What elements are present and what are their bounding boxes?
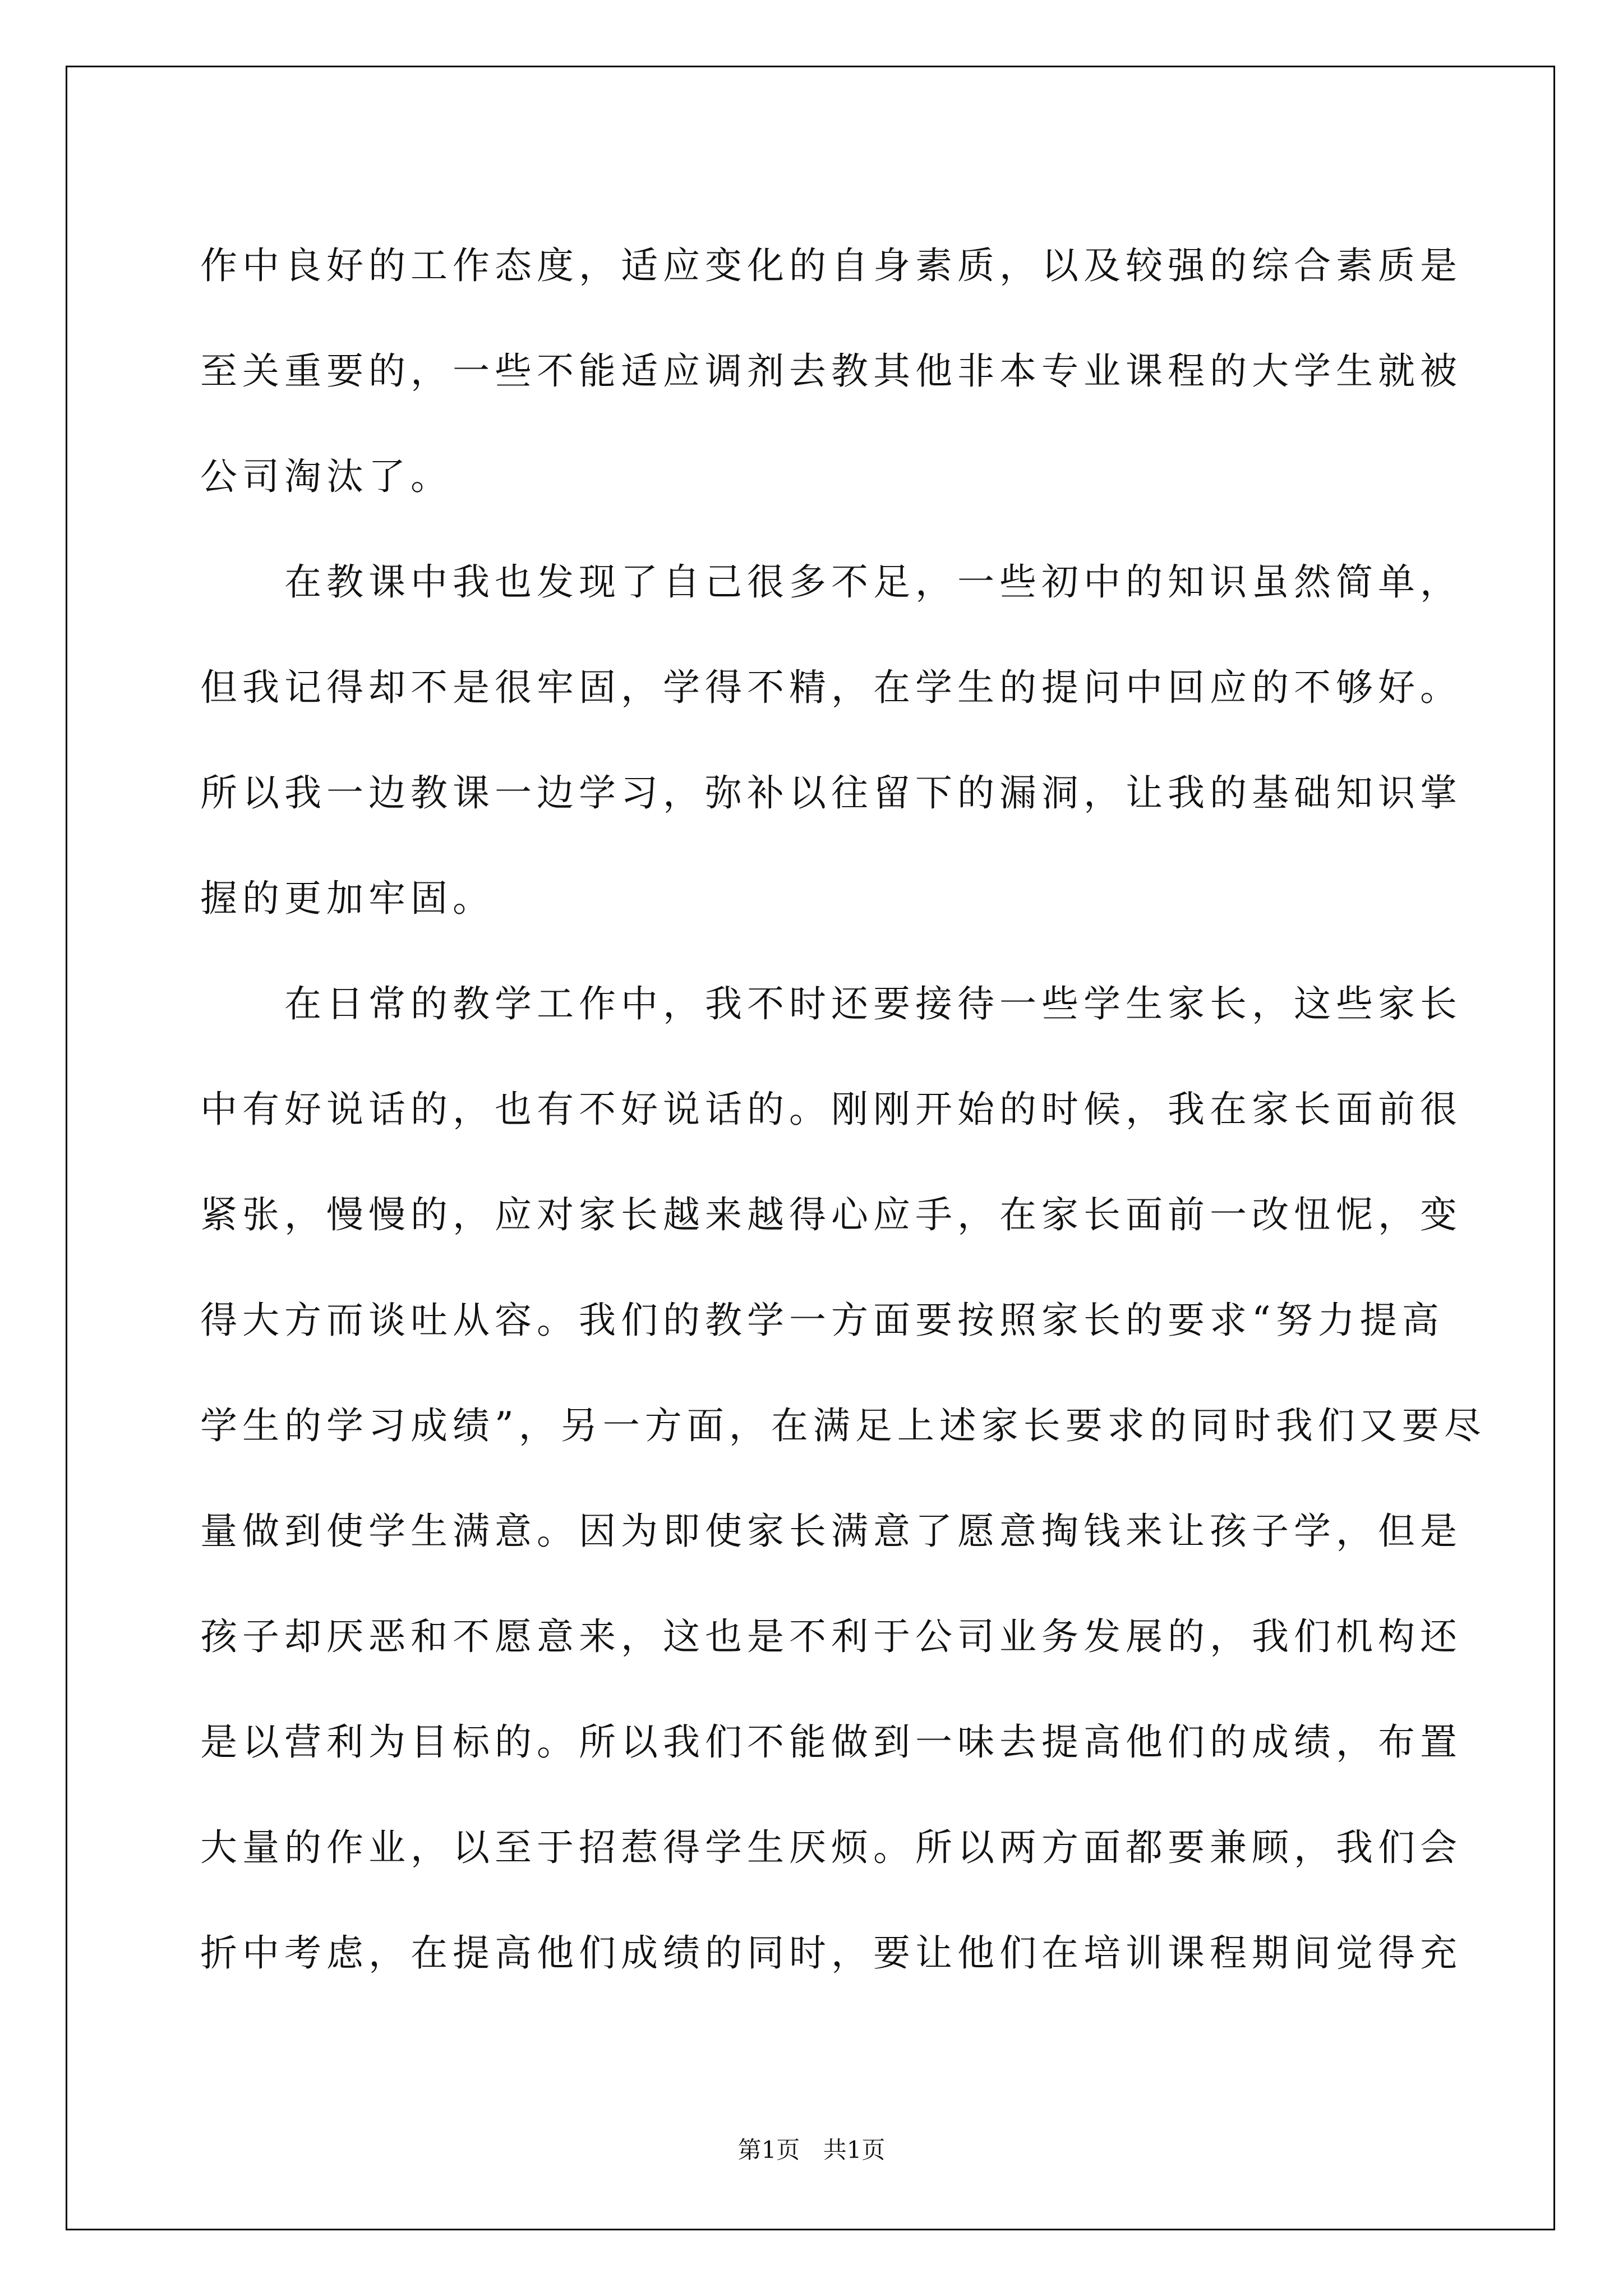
text-line: 至关重要的，一些不能适应调剂去教其他非本专业课程的大学生就被	[200, 349, 1462, 393]
text-line: 作中良好的工作态度，适应变化的自身素质，以及较强的综合素质是	[200, 244, 1462, 287]
text-line: 孩子却厌恶和不愿意来，这也是不利于公司业务发展的，我们机构还	[200, 1615, 1462, 1658]
text-line: 公司淘汰了。	[200, 455, 453, 498]
document-body	[200, 213, 1486, 2006]
text-line: 紧张，慢慢的，应对家长越来越得心应手，在家长面前一改忸怩，变	[200, 1193, 1462, 1236]
text-line: 在日常的教学工作中，我不时还要接待一些学生家长，这些家长	[284, 982, 1462, 1025]
text-line: 所以我一边教课一边学习，弥补以往留下的漏洞，让我的基础知识掌	[200, 771, 1462, 815]
text-line: 学生的学习成绩”，另一方面，在满足上述家长要求的同时我们又要尽	[200, 1404, 1486, 1447]
page-footer	[0, 2132, 1623, 2165]
page-number: 第1页	[737, 2136, 800, 2164]
text-line: 在教课中我也发现了自己很多不足，一些初中的知识虽然简单，	[284, 560, 1462, 604]
text-line: 量做到使学生满意。因为即使家长满意了愿意掏钱来让孩子学，但是	[200, 1510, 1462, 1553]
text-line: 得大方而谈吐从容。我们的教学一方面要按照家长的要求“努力提高	[200, 1299, 1444, 1342]
text-line: 大量的作业，以至于招惹得学生厌烦。所以两方面都要兼顾，我们会	[200, 1826, 1462, 1869]
text-line: 但我记得却不是很牢固，学得不精，在学生的提问中回应的不够好。	[200, 666, 1462, 709]
text-line: 是以营利为目标的。所以我们不能做到一味去提高他们的成绩，布置	[200, 1720, 1462, 1764]
text-line: 折中考虑，在提高他们成绩的同时，要让他们在培训课程期间觉得充	[200, 1931, 1462, 1975]
text-line: 握的更加牢固。	[200, 877, 495, 920]
text-line: 中有好说话的，也有不好说话的。刚刚开始的时候，我在家长面前很	[200, 1088, 1462, 1131]
page-total: 共1页	[823, 2136, 886, 2164]
